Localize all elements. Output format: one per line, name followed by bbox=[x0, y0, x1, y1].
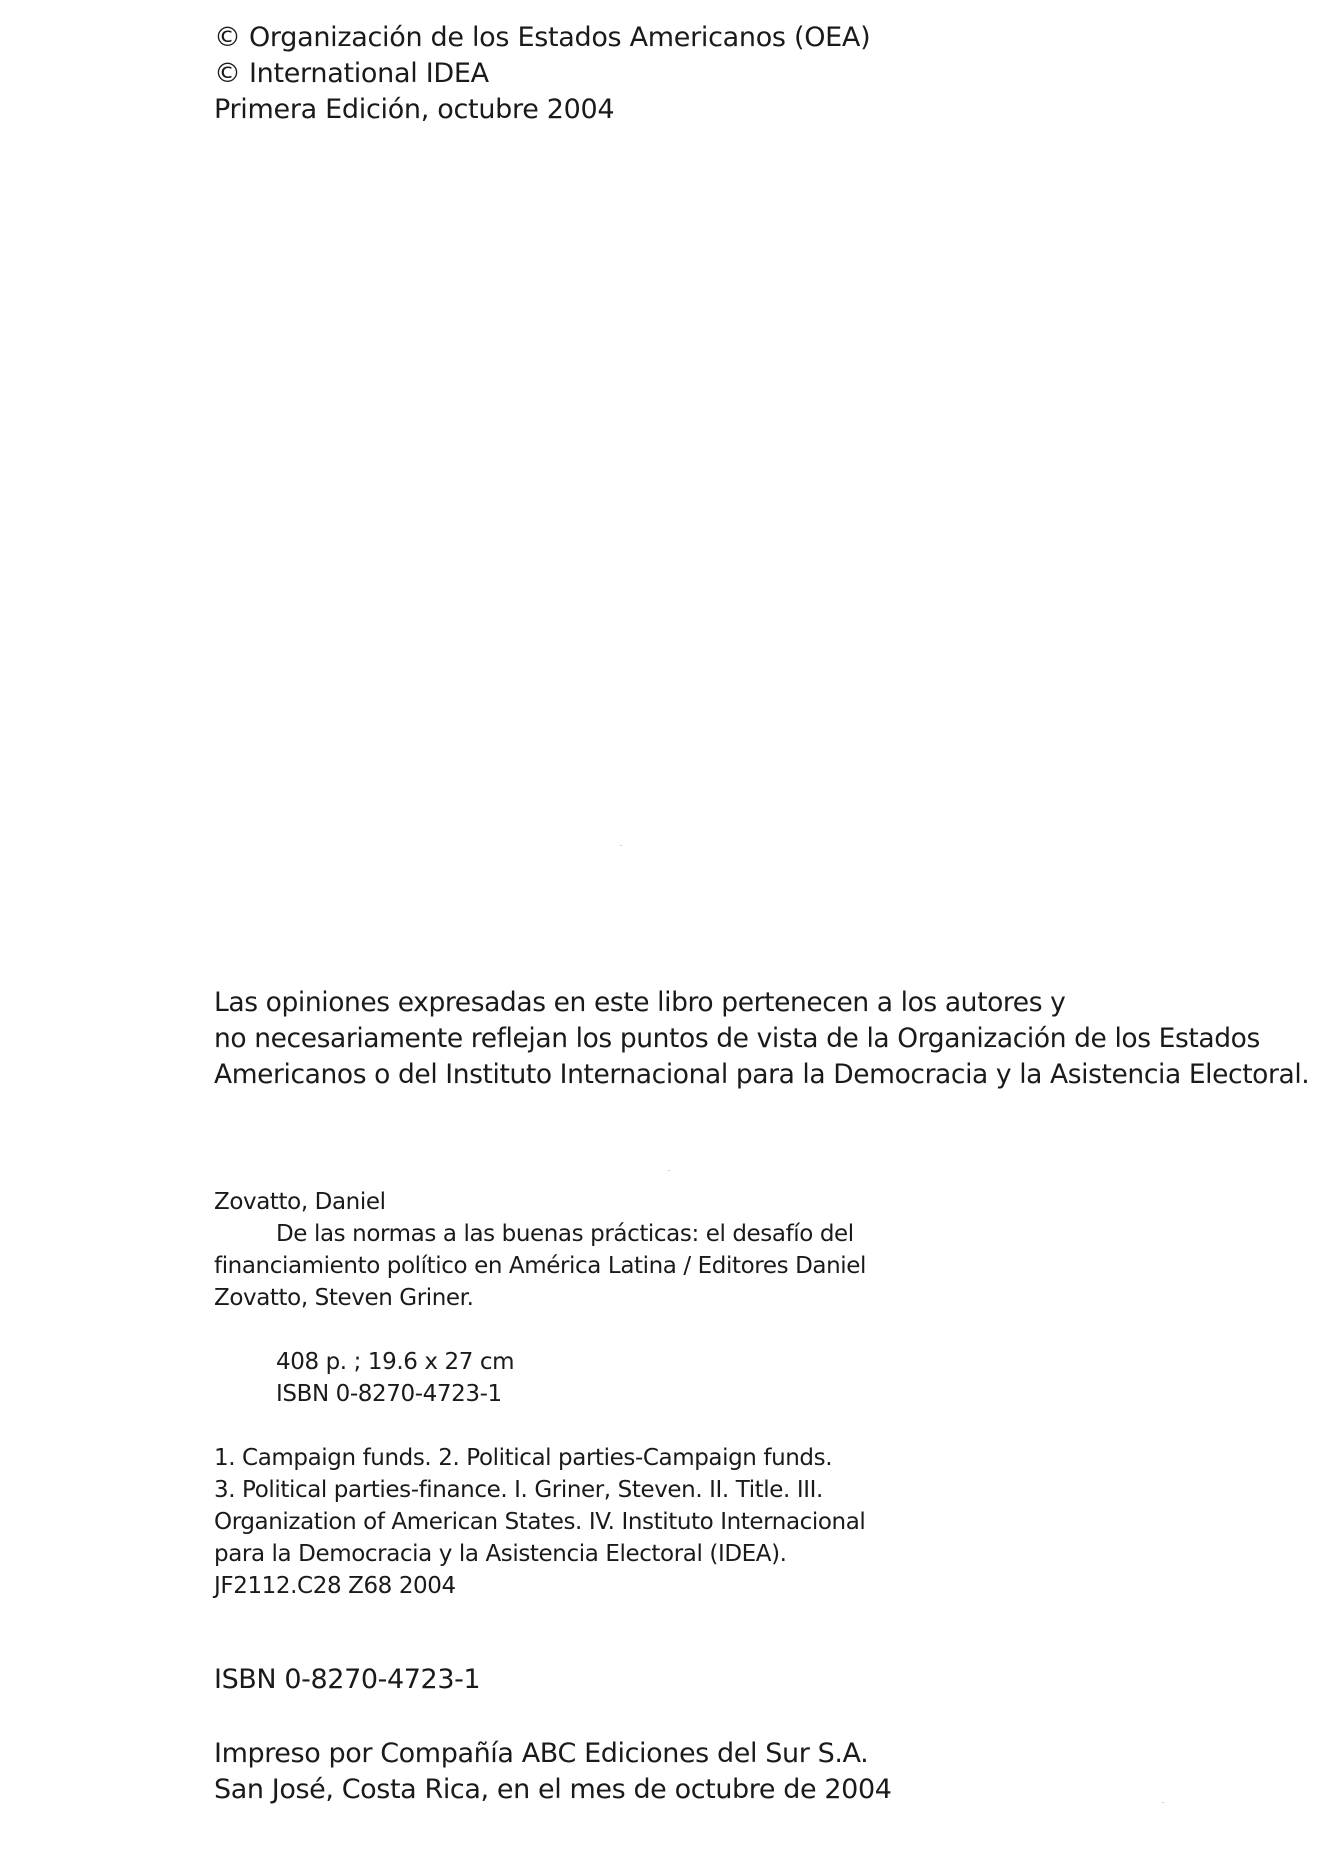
catalog-author: Zovatto, Daniel bbox=[214, 1189, 386, 1215]
copyright-notice bbox=[214, 20, 870, 128]
disclaimer-line: Americanos o del Instituto Internacional para la Democracia y la Asistencia Electoral. bbox=[214, 1059, 1310, 1090]
copyright-oea: © Organización de los Estados Americanos (OEA) bbox=[214, 22, 871, 53]
catalog-call-number: JF2112.C28 Z68 2004 bbox=[214, 1573, 456, 1599]
edition-line: Primera Edición, octubre 2004 bbox=[214, 94, 615, 125]
disclaimer-line: no necesariamente reflejan los puntos de vista de la Organización de los Estados bbox=[214, 1023, 1260, 1054]
catalog-title-line: Zovatto, Steven Griner. bbox=[214, 1285, 474, 1311]
copyright-idea: © International IDEA bbox=[214, 58, 489, 89]
catalog-subject-line: 1. Campaign funds. 2. Political parties-Campaign funds. bbox=[214, 1445, 833, 1471]
scan-speck bbox=[668, 1170, 670, 1171]
printer-line: San José, Costa Rica, en el mes de octubre de 2004 bbox=[214, 1774, 892, 1805]
catalog-title-line: De las normas a las buenas prácticas: el desafío del bbox=[276, 1221, 854, 1247]
printer-info bbox=[214, 1736, 892, 1808]
disclaimer-line: Las opiniones expresadas en este libro pertenecen a los autores y bbox=[214, 987, 1066, 1018]
printer-line: Impreso por Compañía ABC Ediciones del Sur S.A. bbox=[214, 1738, 869, 1769]
scan-speck bbox=[620, 845, 622, 846]
disclaimer bbox=[214, 985, 1309, 1093]
catalog-physical: 408 p. ; 19.6 x 27 cm bbox=[276, 1349, 515, 1375]
catalog-title-line: financiamiento político en América Latina / Editores Daniel bbox=[214, 1253, 866, 1279]
scan-speck bbox=[1162, 1802, 1164, 1803]
isbn-text: ISBN 0-8270-4723-1 bbox=[214, 1664, 481, 1695]
catalog-subjects bbox=[214, 1442, 934, 1602]
spacer bbox=[214, 1314, 934, 1346]
spacer bbox=[214, 1410, 934, 1442]
catalog-record bbox=[214, 1186, 934, 1602]
catalog-subject-line: 3. Political parties-finance. I. Griner, Steven. II. Title. III. bbox=[214, 1477, 823, 1503]
isbn-line bbox=[214, 1662, 480, 1698]
catalog-subject-line: para la Democracia y la Asistencia Electoral (IDEA). bbox=[214, 1541, 787, 1567]
catalog-isbn: ISBN 0-8270-4723-1 bbox=[276, 1381, 502, 1407]
catalog-subject-line: Organization of American States. IV. Instituto Internacional bbox=[214, 1509, 866, 1535]
